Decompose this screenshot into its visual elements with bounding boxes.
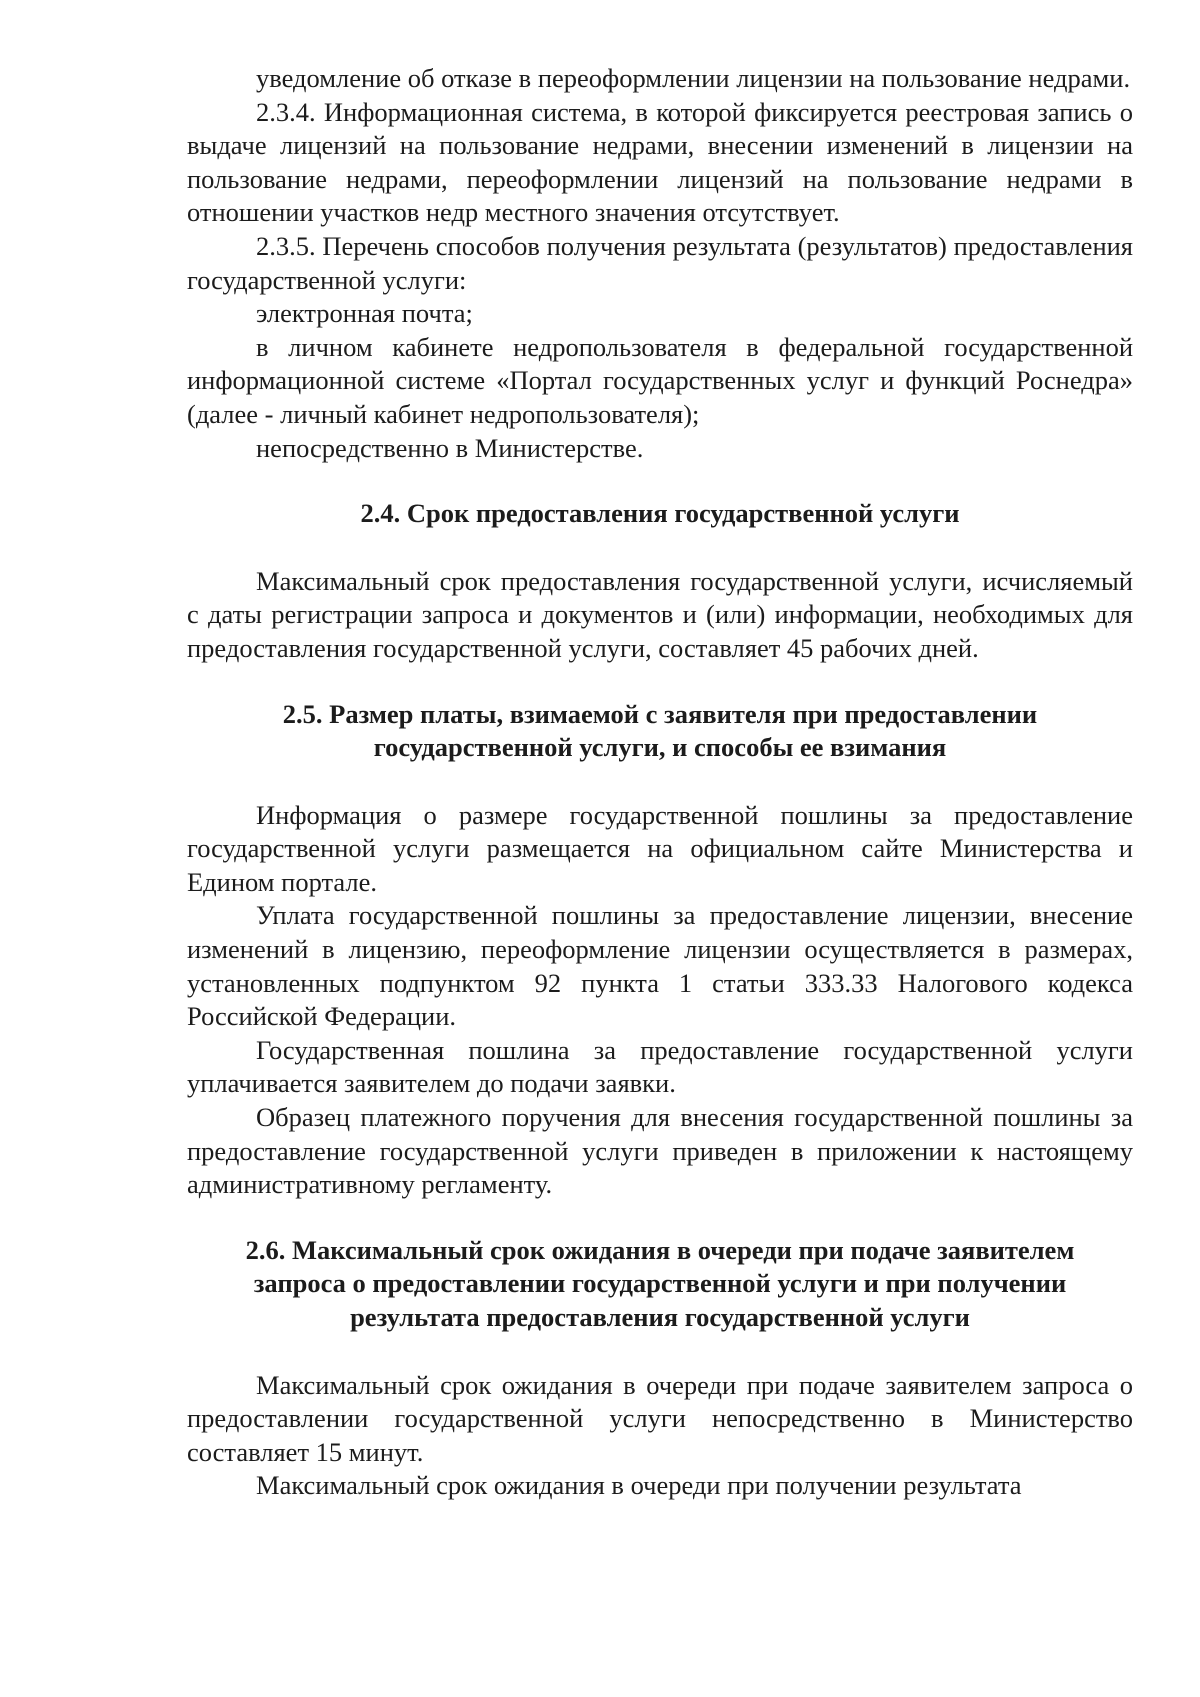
- method-personal-cabinet: в личном кабинете недропользователя в федеральной государственной информационной системе «Портал государственных услуг и функций Роснедра» (далее - личный кабинет недропользователя);: [187, 331, 1133, 429]
- paragraph-refusal-continuation: уведомление об отказе в переоформлении лицензии на пользование недрами.: [256, 63, 1131, 93]
- heading-2-6-line-3: результата предоставления государственной услуги: [350, 1302, 970, 1332]
- heading-2-6: [187, 1234, 1133, 1335]
- paragraph-2-3-5: 2.3.5. Перечень способов получения результата (результатов) предоставления государственной услуги:: [187, 230, 1133, 295]
- heading-2-5-line-1: 2.5. Размер платы, взимаемой с заявителя при предоставлении: [282, 698, 1038, 729]
- paragraph-2-3-4: 2.3.4. Информационная система, в которой фиксируется реестровая запись о выдаче лицензий на пользование недрами, внесении изменений в лицензии на пользование недрами, переоформлении лицензий на пользование недрами в отношении участков недр местного значения отсутствует.: [187, 96, 1133, 228]
- paragraph-2-6-queue-request: Максимальный срок ожидания в очереди при подаче заявителем запроса о предоставлении государственной услуги непосредственно в Министерство составляет 15 минут.: [187, 1369, 1133, 1467]
- method-ministry: непосредственно в Министерстве.: [256, 432, 644, 463]
- paragraph-2-5-fee-payment: Уплата государственной пошлины за предоставление лицензии, внесение изменений в лицензию, переоформление лицензии осуществляется в размерах, установленных подпунктом 92 пункта 1 статьи 333.33 Налогового кодекса Российской Федерации.: [187, 900, 1133, 1032]
- paragraph-2-6-queue-result: Максимальный срок ожидания в очереди при получении результата: [256, 1470, 1022, 1501]
- paragraph-2-4-term: Максимальный срок предоставления государственной услуги, исчисляемый с даты регистрации запроса и документов и (или) информации, необходимых для предоставления государственной услуги, составляет 45 рабочих дней.: [187, 565, 1133, 663]
- heading-2-4: 2.4. Срок предоставления государственной услуги: [360, 498, 960, 529]
- paragraph-2-5-fee-timing: Государственная пошлина за предоставление государственной услуги уплачивается заявителем до подачи заявки.: [187, 1034, 1133, 1099]
- paragraph-2-5-payment-sample: Образец платежного поручения для внесения государственной пошлины за предоставление государственной услуги приведен в приложении к настоящему административному регламенту.: [187, 1102, 1133, 1200]
- heading-2-5: [187, 698, 1133, 765]
- method-email: электронная почта;: [256, 298, 473, 329]
- heading-2-5-line-2: государственной услуги, и способы ее взимания: [373, 732, 947, 763]
- paragraph-2-5-fee-info: Информация о размере государственной пошлины за предоставление государственной услуги размещается на официальном сайте Министерства и Едином портале.: [187, 799, 1133, 897]
- heading-2-6-line-2: запроса о предоставлении государственной услуги и при получении: [253, 1268, 1067, 1299]
- heading-2-6-line-1: 2.6. Максимальный срок ожидания в очереди при подаче заявителем: [245, 1234, 1075, 1265]
- document-page: [187, 62, 1133, 1503]
